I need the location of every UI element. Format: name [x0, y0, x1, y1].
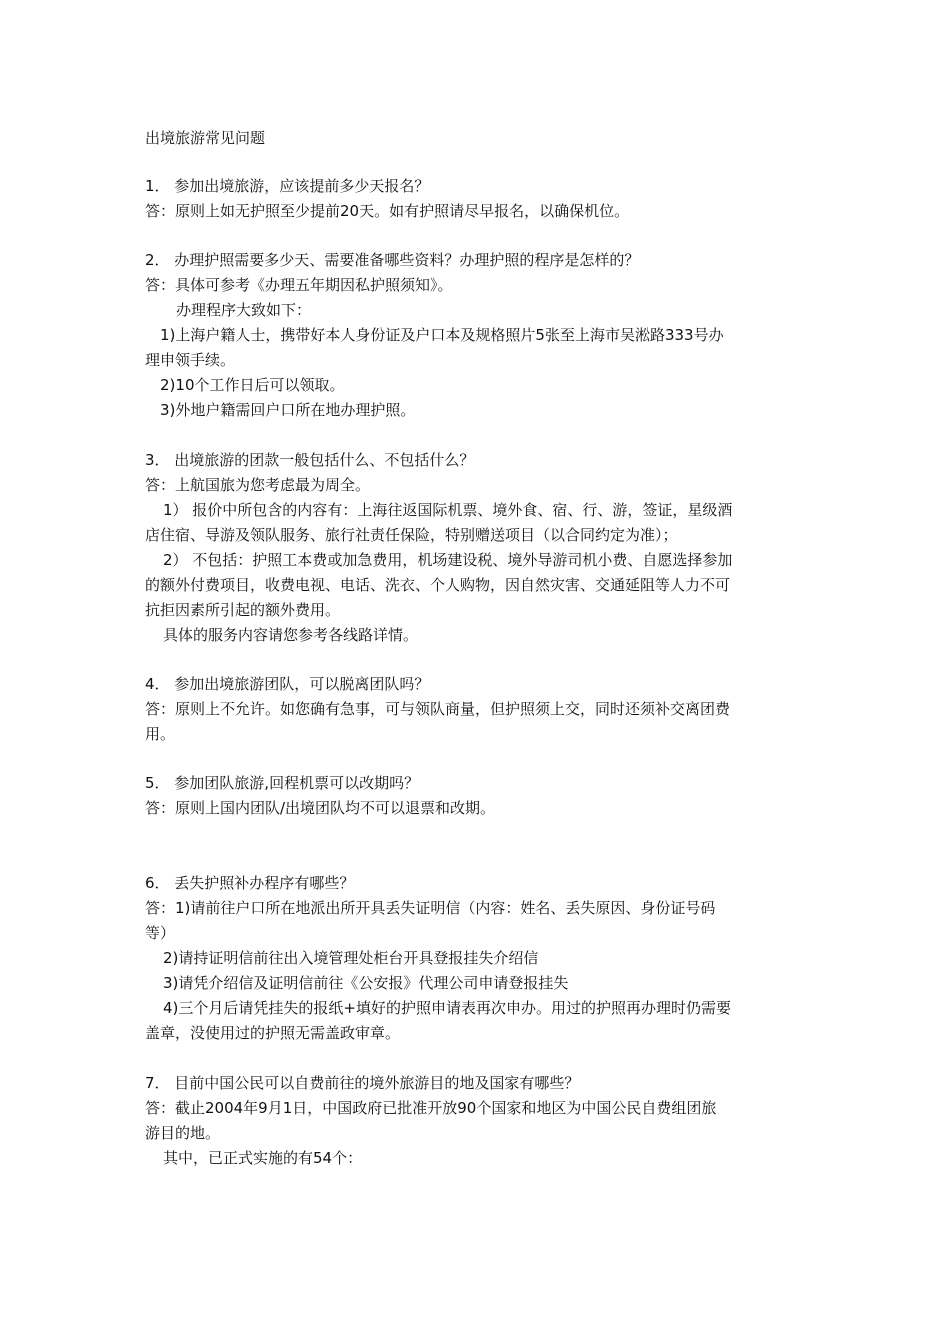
question-6: 6． 丢失护照补办程序有哪些？: [145, 874, 355, 892]
document-title: 出境旅游常见问题: [145, 129, 266, 147]
answer-2-line: 理申领手续。: [145, 351, 236, 369]
question-7: 7． 目前中国公民可以自费前往的境外旅游目的地及国家有哪些？: [145, 1074, 580, 1092]
answer-6: 答：1)请前往户口所在地派出所开具丢失证明信（内容：姓名、丢失原因、身份证号码: [145, 899, 716, 917]
question-5: 5． 参加团队旅游,回程机票可以改期吗？: [145, 774, 420, 792]
answer-2-line: 办理程序大致如下：: [176, 301, 312, 319]
answer-3-line: 店住宿、导游及领队服务、旅行社责任保险，特别赠送项目（以合同约定为准）；: [145, 526, 678, 544]
answer-3-line: 具体的服务内容请您参考各线路详情。: [163, 626, 419, 644]
answer-3: 答：上航国旅为您考虑最为周全。: [145, 476, 371, 494]
answer-4: 答：原则上不允许。如您确有急事，可与领队商量，但护照须上交，同时还须补交离团费: [145, 700, 731, 718]
answer-6-line: 等）: [145, 924, 176, 942]
answer-5: 答：原则上国内团队/出境团队均不可以退票和改期。: [145, 799, 496, 817]
answer-6-line: 2)请持证明信前往出入境管理处柜台开具登报挂失介绍信: [163, 949, 539, 967]
answer-3-line: 2） 不包括：护照工本费或加急费用，机场建设税、境外导游司机小费、自愿选择参加: [163, 551, 733, 569]
question-2: 2． 办理护照需要多少天、需要准备哪些资料？办理护照的程序是怎样的？: [145, 251, 640, 269]
question-4: 4． 参加出境旅游团队，可以脱离团队吗？: [145, 675, 430, 693]
answer-2: 答：具体可参考《办理五年期因私护照须知》。: [145, 276, 453, 294]
answer-3-line: 的额外付费项目，收费电视、电话、洗衣、个人购物，因自然灾害、交通延阻等人力不可: [145, 576, 731, 594]
answer-2-line: 2)10个工作日后可以领取。: [160, 376, 345, 394]
answer-4-line: 用。: [145, 725, 176, 743]
answer-2-line: 1)上海户籍人士，携带好本人身份证及户口本及规格照片5张至上海市吴淞路333号办: [160, 326, 724, 344]
answer-7-line: 其中，已正式实施的有54个：: [163, 1149, 363, 1167]
answer-6-line: 盖章，没使用过的护照无需盖政审章。: [145, 1024, 401, 1042]
answer-2-line: 3)外地户籍需回户口所在地办理护照。: [160, 401, 416, 419]
answer-6-line: 4)三个月后请凭挂失的报纸+填好的护照申请表再次申办。用过的护照再办理时仍需要: [163, 999, 731, 1017]
question-1: 1． 参加出境旅游，应该提前多少天报名？: [145, 177, 430, 195]
answer-6-line: 3)请凭介绍信及证明信前往《公安报》代理公司申请登报挂失: [163, 974, 569, 992]
answer-3-line: 抗拒因素所引起的额外费用。: [145, 601, 341, 619]
answer-1: 答：原则上如无护照至少提前20天。如有护照请尽早报名，以确保机位。: [145, 202, 630, 220]
answer-3-line: 1） 报价中所包含的内容有：上海往返国际机票、境外食、宿、行、游，签证，星级酒: [163, 501, 733, 519]
answer-7-line: 游目的地。: [145, 1124, 221, 1142]
answer-7: 答：截止2004年9月1日，中国政府已批准开放90个国家和地区为中国公民自费组团旅: [145, 1099, 717, 1117]
question-3: 3． 出境旅游的团款一般包括什么、不包括什么？: [145, 451, 475, 469]
